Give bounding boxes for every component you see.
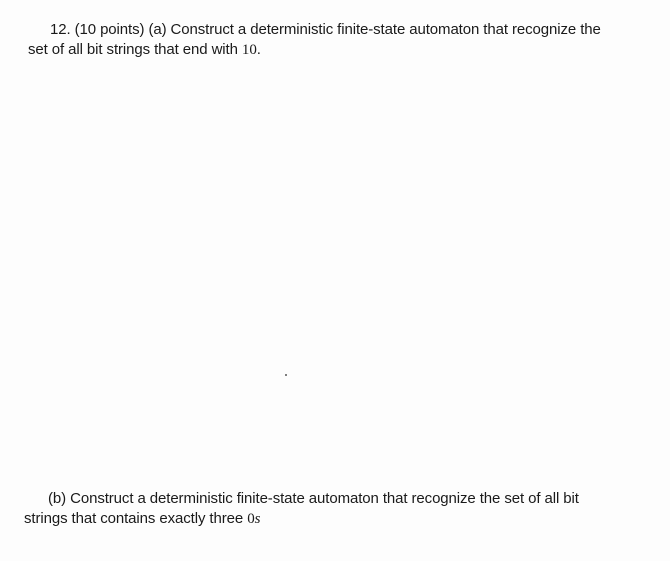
question-12a-line2-text: set of all bit strings that end with bbox=[28, 41, 242, 58]
question-12b-math-0: 0 bbox=[247, 511, 255, 527]
question-12a-period: . bbox=[256, 41, 261, 58]
question-12a-line1: 12. (10 points) (a) Construct a deterministic finite-state automaton that recognize the bbox=[50, 21, 601, 38]
question-12a bbox=[28, 20, 640, 60]
question-12b-line2 bbox=[24, 509, 636, 529]
question-12a-line2 bbox=[28, 40, 640, 60]
question-12a-math-10: 10 bbox=[241, 42, 257, 58]
question-12b bbox=[24, 489, 636, 529]
paper-speck bbox=[285, 374, 287, 376]
question-12b-line1: (b) Construct a deterministic finite-state automaton that recognize the set of all bit bbox=[48, 490, 579, 507]
question-12b-math-s: s bbox=[254, 511, 261, 527]
question-12b-line2-text: strings that contains exactly three bbox=[24, 510, 248, 527]
